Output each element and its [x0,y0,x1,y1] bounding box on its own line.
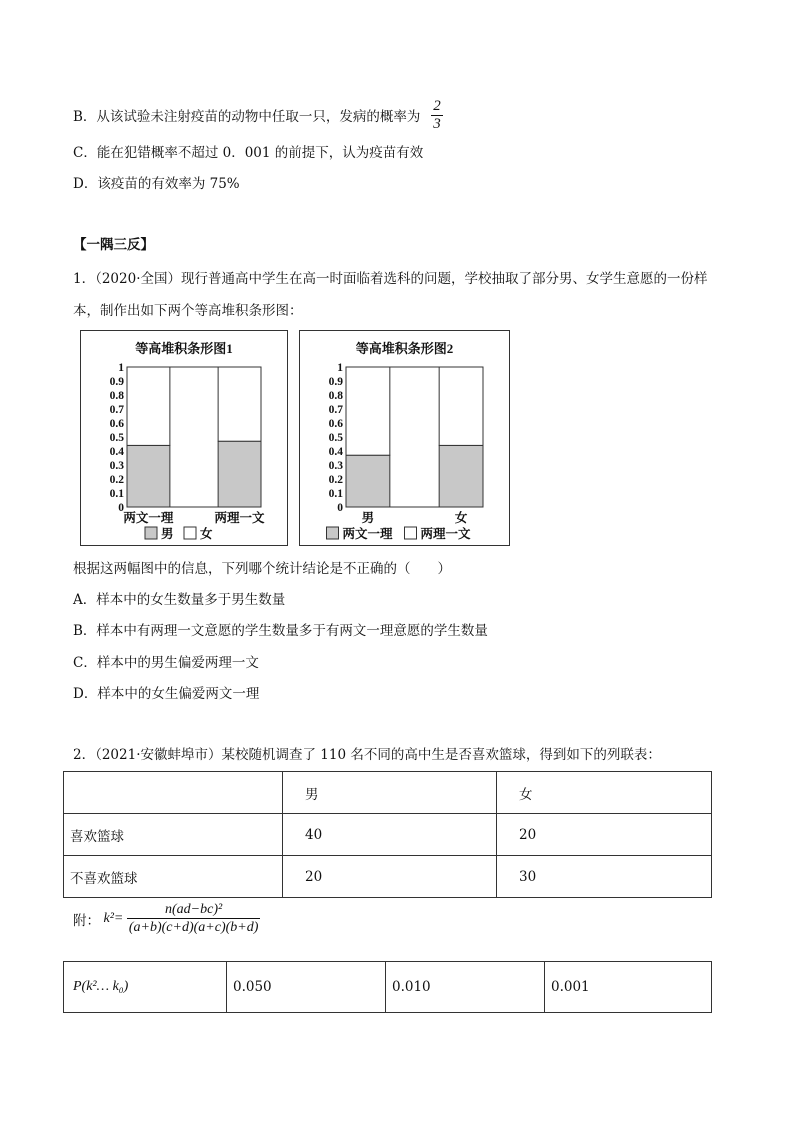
table-cell: 男 [283,772,497,814]
bar-segment [218,441,261,507]
table-cell: 女 [497,772,712,814]
option-d: D．该疫苗的有效率为 75% [73,176,240,192]
fraction-denominator: 3 [433,116,441,132]
option-b: B．从该试验未注射疫苗的动物中任取一只，发病的概率为 [73,109,421,125]
table-row [64,856,712,898]
y-tick-label: 0.5 [109,432,124,444]
q1-option-b: B．样本中有两理一文意愿的学生数量多于有两文一理意愿的学生数量 [73,623,488,639]
table-row [64,814,712,856]
q1-option-a: A．样本中的女生数量多于男生数量 [73,592,286,608]
y-tick-label: 0.4 [109,446,124,458]
legend-label: 男 [161,527,174,541]
bar-segment [218,367,261,441]
legend-label: 两理一文 [420,527,471,541]
formula-numerator: n(ad−bc)² [165,902,223,917]
y-tick-label: 0.4 [328,446,343,458]
y-tick-label: 0.3 [328,460,343,472]
y-tick-label: 0.8 [328,390,343,402]
table-cell: 0.001 [545,962,712,1013]
table-cell: 0.050 [227,962,386,1013]
y-tick-label: 0.2 [109,474,124,486]
y-tick-label: 0.8 [109,390,124,402]
y-tick-label: 0.7 [109,404,124,416]
chart-2-canvas [300,331,509,545]
legend-swatch [184,527,196,539]
q1-line1: 1．（2020·全国）现行普通高中学生在高一时面临着选科的问题，学校抽取了部分男、女学生意愿的一份样 [73,271,708,287]
q1-option-d: D．样本中的女生偏爱两文一理 [73,686,260,702]
table-cell: 30 [497,856,712,898]
bar-segment [127,367,170,445]
chi-square-formula [73,902,260,936]
formula-prefix: 附： [73,913,100,929]
x-tick-label: 两理一文 [214,511,265,525]
table-cell: 20 [497,814,712,856]
option-c: C．能在犯错概率不超过 0．001 的前提下，认为疫苗有效 [73,145,424,161]
y-tick-label: 0.6 [328,418,343,430]
y-tick-label: 0.7 [328,404,343,416]
y-tick-label: 0.3 [109,460,124,472]
table-cell: 20 [283,856,497,898]
stacked-bar-chart-1 [80,330,288,546]
stacked-bar-chart-2 [299,330,510,546]
formula-lhs: k²= [103,911,124,926]
y-tick-label: 0 [337,502,343,514]
legend-label: 女 [200,527,213,541]
legend-swatch [405,527,417,539]
y-tick-label: 0.2 [328,474,343,486]
x-tick-label: 两文一理 [123,511,174,525]
y-tick-label: 0.9 [109,376,124,388]
chart-1-canvas [81,331,287,545]
q1-line2: 本，制作出如下两个等高堆积条形图： [73,303,303,319]
q2-line1: 2．（2021·安徽蚌埠市）某校随机调查了 110 名不同的高中生是否喜欢篮球，得到如下的列联表： [73,747,661,763]
y-tick-label: 0.1 [328,488,343,500]
legend-swatch [145,527,157,539]
y-tick-label: 0.9 [328,376,343,388]
table-cell: 40 [283,814,497,856]
table-row [64,772,712,814]
bar-segment [127,445,170,507]
section-title: 【一隅三反】 [73,237,154,253]
table-cell [64,772,283,814]
fraction-numerator: 2 [433,98,441,114]
probability-table [63,961,712,1013]
chart-2-title: 等高堆积条形图2 [355,341,454,356]
y-tick-label: 0.1 [109,488,124,500]
y-tick-label: 0.6 [109,418,124,430]
bar-segment [439,445,483,507]
table-cell: 不喜欢篮球 [64,856,283,898]
q1-option-c: C．样本中的男生偏爱两理一文 [73,655,259,671]
chart-1-title: 等高堆积条形图1 [135,341,233,356]
ptable-header-cell: P(k²… k₀) [64,962,227,1013]
y-tick-label: 1 [118,362,124,374]
x-tick-label: 男 [361,511,375,525]
table-cell: 0.010 [386,962,545,1013]
legend-label: 两文一理 [342,527,393,541]
bar-segment [439,367,483,445]
table-row [64,962,712,1013]
formula-denominator: (a+b)(c+d)(a+c)(b+d) [128,920,259,935]
legend-swatch [327,527,339,539]
y-tick-label: 1 [337,362,343,374]
fraction-two-thirds [430,98,444,133]
y-tick-label: 0 [118,502,124,514]
q1-stem: 根据这两幅图中的信息，下列哪个统计结论是不正确的（ ） [73,561,451,577]
table-cell: 喜欢篮球 [64,814,283,856]
formula-fraction [127,902,261,936]
contingency-table [63,771,712,898]
bar-segment [346,455,390,507]
bar-segment [346,367,390,455]
y-tick-label: 0.5 [328,432,343,444]
x-tick-label: 女 [454,511,468,525]
